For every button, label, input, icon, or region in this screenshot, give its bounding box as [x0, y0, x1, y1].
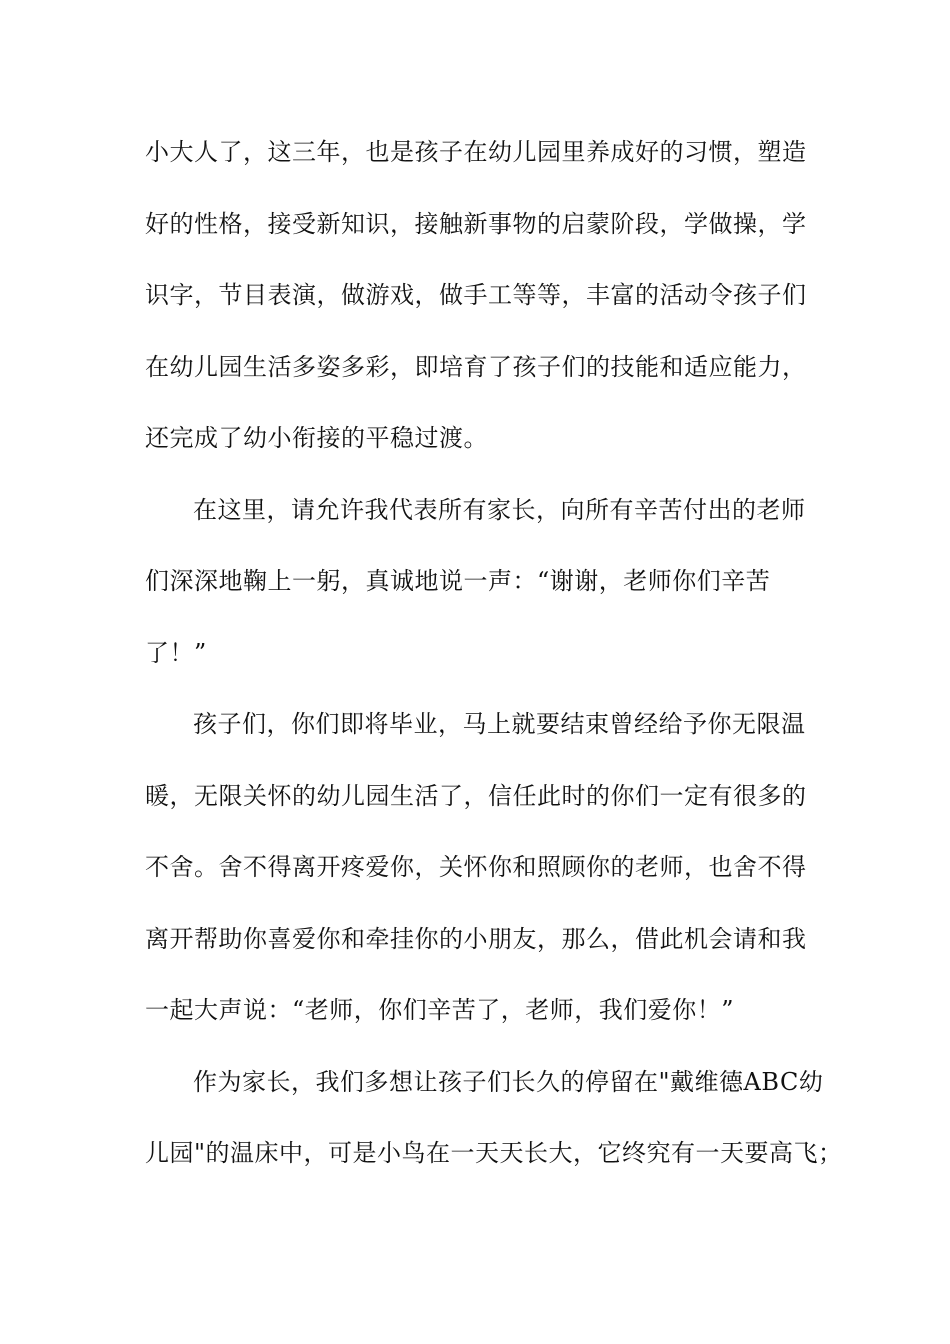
document-body — [145, 128, 843, 1201]
text-line: 好的性格，接受新知识，接触新事物的启蒙阶段，学做操，学 — [145, 209, 807, 238]
text-line: 暖，无限关怀的幼儿园生活了，信任此时的你们一定有很多的 — [145, 781, 807, 810]
text-line: 儿园"的温床中，可是小鸟在一天天长大，它终究有一天要高飞； — [145, 1139, 843, 1167]
text-line: 识字，节目表演，做游戏，做手工等等，丰富的活动令孩子们 — [145, 281, 807, 309]
paragraph-start-line: 孩子们，你们即将毕业，马上就要结束曾经给予你无限温 — [193, 710, 806, 738]
paragraph-start-line: 作为家长，我们多想让孩子们长久的停留在"戴维德ABC幼 — [193, 1067, 824, 1096]
text-line: 了！” — [145, 638, 207, 667]
text-line: 不舍。舍不得离开疼爱你，关怀你和照顾你的老师，也舍不得 — [145, 853, 807, 881]
text-line: 小大人了，这三年，也是孩子在幼儿园里养成好的习惯，塑造 — [145, 138, 807, 166]
text-line: 在幼儿园生活多姿多彩，即培育了孩子们的技能和适应能力， — [145, 352, 807, 381]
text-line: 离开帮助你喜爱你和牵挂你的小朋友，那么，借此机会请和我 — [145, 924, 807, 953]
paragraph-start-line: 在这里，请允许我代表所有家长，向所有辛苦付出的老师 — [193, 495, 806, 524]
text-line: 一起大声说：“老师，你们辛苦了，老师，我们爱你！” — [145, 996, 735, 1024]
text-line: 们深深地鞠上一躬，真诚地说一声：“谢谢，老师你们辛苦 — [145, 567, 771, 595]
text-line: 还完成了幼小衔接的平稳过渡。 — [145, 424, 488, 452]
